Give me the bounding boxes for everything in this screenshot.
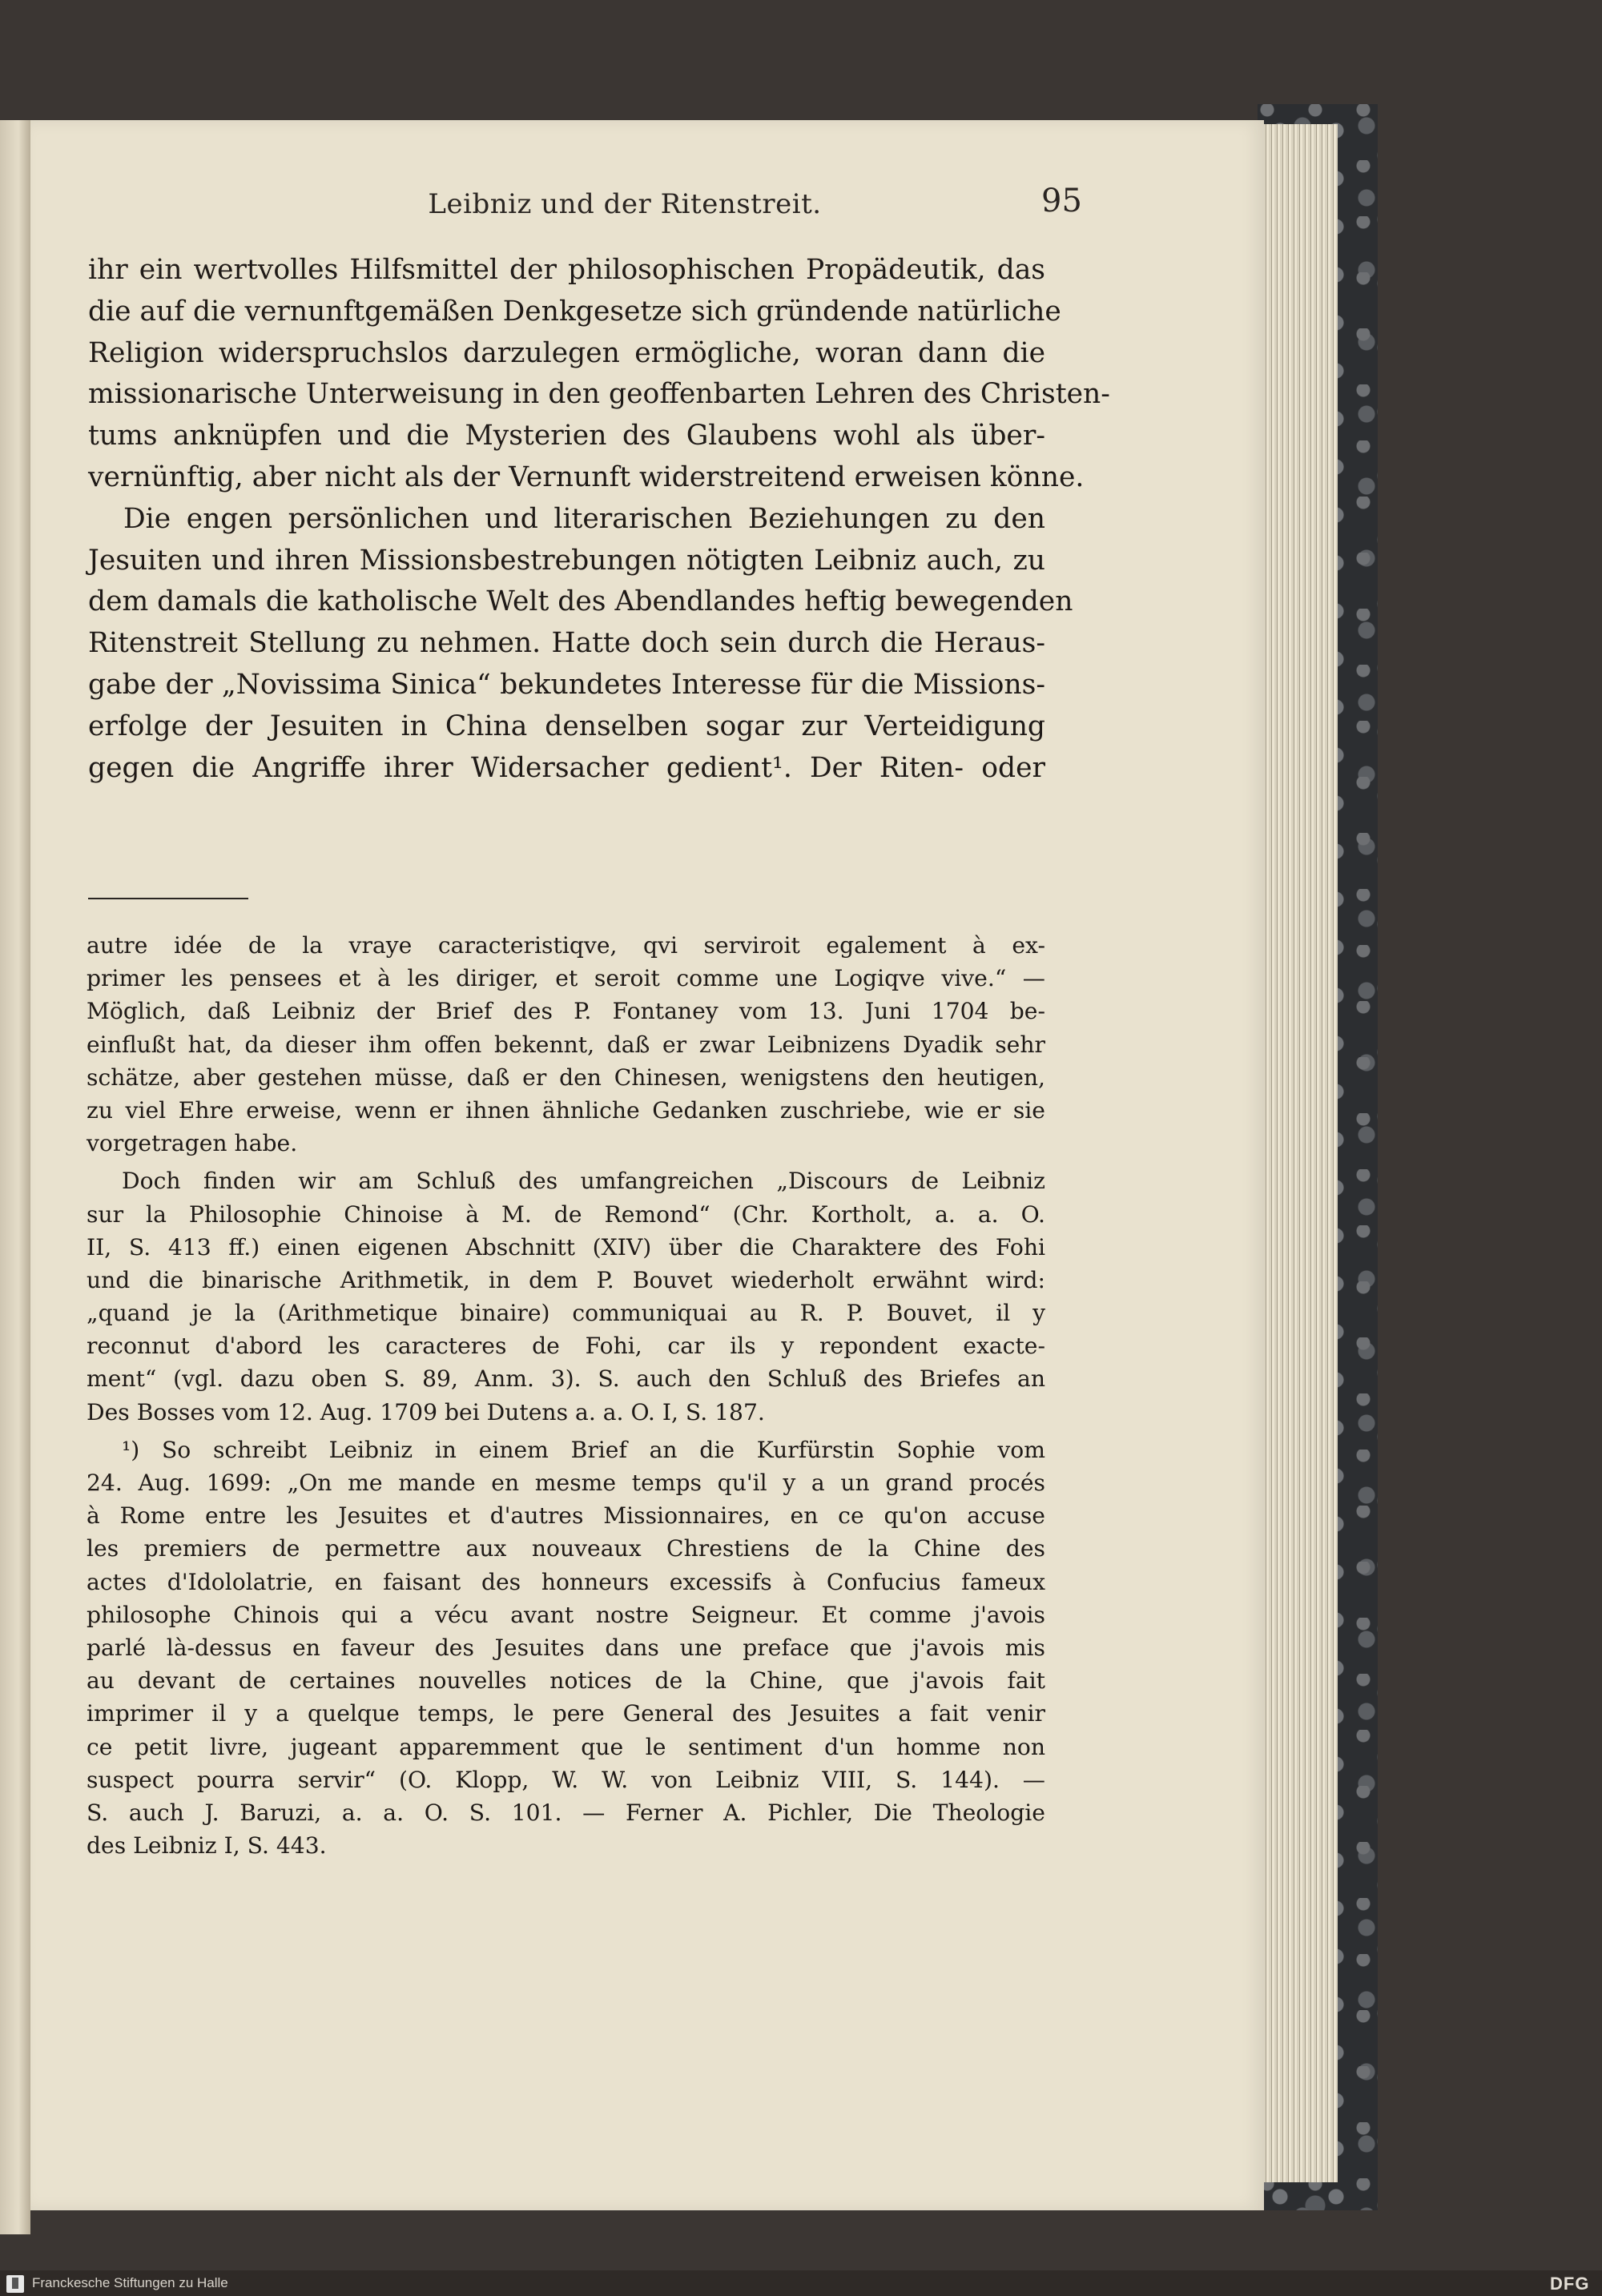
note-line: S. auch J. Baruzi, a. a. O. S. 101. — Ferner A. Pichler, Die Theologie: [87, 1799, 1045, 1826]
note-line: ment“ (vgl. dazu oben S. 89, Anm. 3). S. auch den Schluß des Briefes an: [87, 1365, 1045, 1393]
note-line: ce petit livre, jugeant apparemment que le sentiment d'un homme non: [87, 1733, 1045, 1760]
note-line: ¹) So schreibt Leibniz in einem Brief an die Kurfürstin Sophie vom: [122, 1436, 1045, 1463]
body-line: missionarische Unterweisung in den geoffenbarten Lehren des Christen-: [88, 378, 1110, 411]
body-line: die auf die vernunftgemäßen Denkgesetze sich gründende natürliche: [88, 295, 1061, 328]
note-line: suspect pourra servir“ (O. Klopp, W. W. von Leibniz VIII, S. 144). —: [87, 1766, 1045, 1793]
note-line: des Leibniz I, S. 443.: [87, 1832, 327, 1860]
body-line: erfolge der Jesuiten in China denselben sogar zur Verteidigung: [88, 710, 1045, 742]
note-line: „quand je la (Arithmetique binaire) communiquai au R. P. Bouvet, il y: [87, 1300, 1045, 1327]
body-line: dem damals die katholische Welt des Abendlandes heftig bewegenden: [88, 585, 1073, 618]
note-line: les premiers de permettre aux nouveaux Chrestiens de la Chine des: [87, 1535, 1045, 1562]
footnote-rule: [88, 898, 248, 899]
note-line: vorgetragen habe.: [87, 1130, 298, 1157]
note-line: 24. Aug. 1699: „On me mande en mesme temps qu'il y a un grand procés: [87, 1470, 1045, 1496]
footnotes: [87, 929, 1045, 1862]
note-line: au devant de certaines nouvelles notices de la Chine, que j'avois fait: [87, 1667, 1045, 1695]
note-line: schätze, aber gestehen müsse, daß er den Chinesen, wenigstens den heutigen,: [87, 1064, 1045, 1091]
note-line: autre idée de la vraye caracteristiqve, qvi serviroit egalement à ex-: [87, 932, 1045, 959]
page-edges: [1258, 124, 1338, 2182]
body-line: gegen die Angriffe ihrer Widersacher gedient¹. Der Riten- oder: [88, 751, 1045, 784]
note-line: zu viel Ehre erweise, wenn er ihnen ähnliche Gedanken zuschriebe, wie er sie: [87, 1096, 1045, 1124]
body-line: tums anknüpfen und die Mysterien des Glaubens wohl als über-: [88, 420, 1045, 452]
note-line: sur la Philosophie Chinoise à M. de Remond“ (Chr. Kortholt, a. a. O.: [87, 1200, 1045, 1228]
note-line: à Rome entre les Jesuites et d'autres Missionnaires, en ce qu'on accuse: [87, 1502, 1045, 1530]
note-line: und die binarische Arithmetik, in dem P. Bouvet wiederholt erwähnt wird:: [87, 1266, 1045, 1293]
note-line: Doch finden wir am Schluß des umfangreichen „Discours de Leibniz: [122, 1168, 1045, 1195]
body-line: Ritenstreit Stellung zu nehmen. Hatte doch sein durch die Heraus-: [88, 627, 1045, 660]
note-line: primer les pensees et à les diriger, et seroit comme une Logiqve vive.“ —: [87, 965, 1045, 992]
dfg-logo[interactable]: DFG: [1550, 2274, 1590, 2294]
body-line: Religion widerspruchslos darzulegen ermögliche, woran dann die: [88, 336, 1045, 369]
note-line: einflußt hat, da dieser ihm offen bekennt, daß er zwar Leibnizens Dyadik sehr: [87, 1031, 1045, 1058]
body-line: Jesuiten und ihren Missionsbestrebungen nötigten Leibniz auch, zu: [88, 544, 1045, 577]
body-line: Die engen persönlichen und literarischen Beziehungen zu den: [123, 502, 1045, 535]
institution-logo-icon: [6, 2275, 24, 2293]
note-line: parlé là-dessus en faveur des Jesuites dans une preface que j'avois mis: [87, 1634, 1045, 1661]
body-line: vernünftig, aber nicht als der Vernunft widerstreitend erweisen könne.: [88, 460, 1085, 493]
note-line: reconnut d'abord les caracteres de Fohi, car ils y repondent exacte-: [87, 1333, 1045, 1360]
body-text: [88, 250, 1110, 789]
note-line: II, S. 413 ff.) einen eigenen Abschnitt (XIV) über die Charaktere des Fohi: [87, 1233, 1045, 1261]
note-line: Des Bosses vom 12. Aug. 1709 bei Dutens a. a. O. I, S. 187.: [87, 1398, 765, 1425]
viewer-footer: [0, 2270, 1602, 2296]
left-page-edge: [0, 120, 30, 2234]
page-number: 95: [1041, 183, 1082, 219]
note-line: imprimer il y a quelque temps, le pere General des Jesuites a fait venir: [87, 1700, 1045, 1727]
body-line: ihr ein wertvolles Hilfsmittel der philosophischen Propädeutik, das: [88, 254, 1045, 286]
note-line: actes d'Idololatrie, en faisant des honneurs excessifs à Confucius fameux: [87, 1568, 1045, 1595]
running-head: Leibniz und der Ritenstreit.: [428, 188, 822, 220]
note-line: Möglich, daß Leibniz der Brief des P. Fontaney vom 13. Juni 1704 be-: [87, 998, 1045, 1025]
institution-name[interactable]: Franckesche Stiftungen zu Halle: [32, 2275, 228, 2290]
note-line: philosophe Chinois qui a vécu avant nostre Seigneur. Et comme j'avois: [87, 1601, 1045, 1628]
body-line: gabe der „Novissima Sinica“ bekundetes Interesse für die Missions-: [88, 668, 1045, 701]
